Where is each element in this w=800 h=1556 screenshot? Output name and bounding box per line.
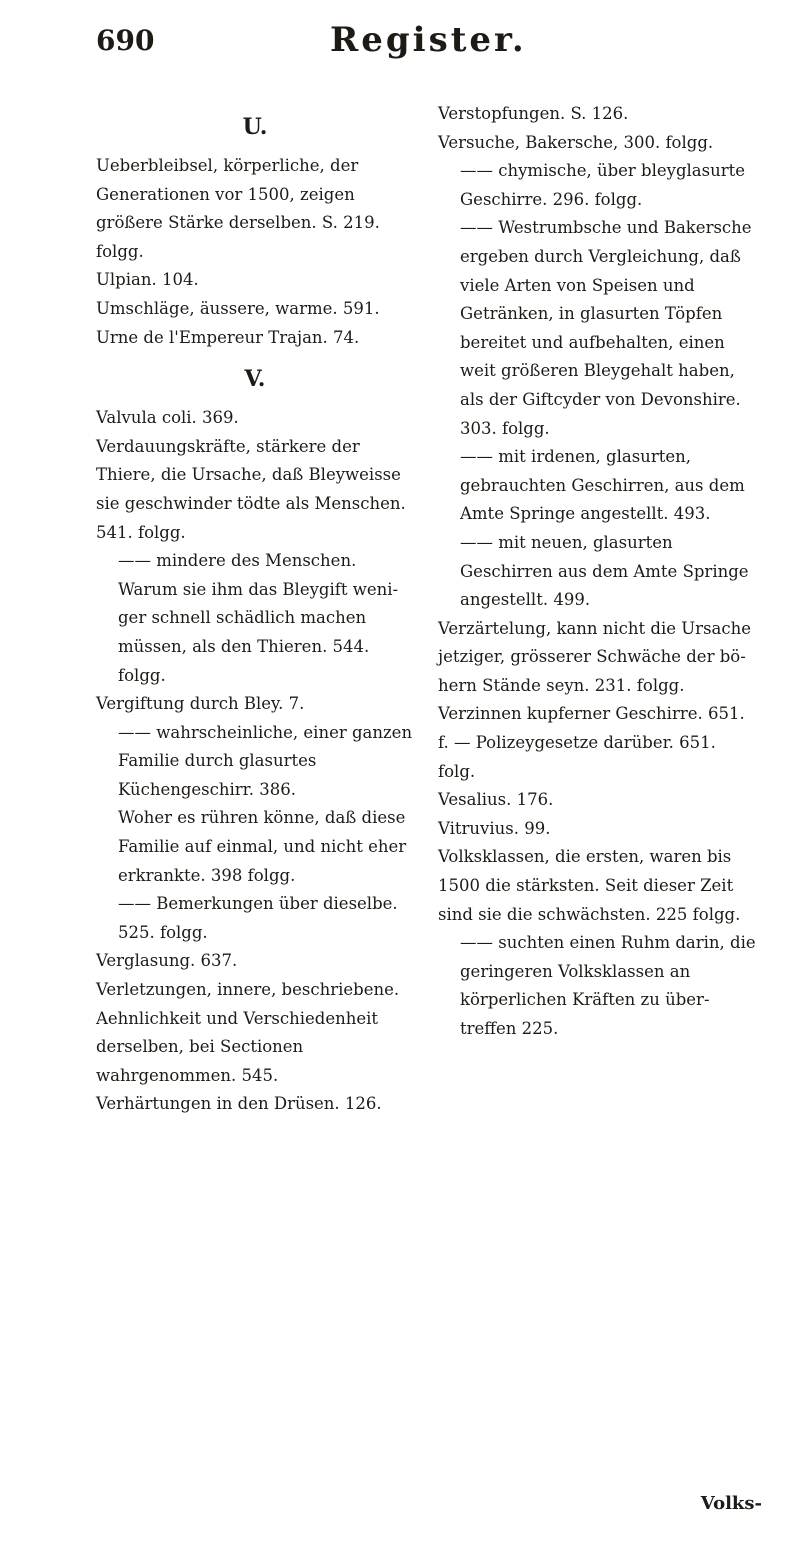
index-columns [96, 100, 756, 1480]
index-entry: —— Bemerkungen über dieselbe. 525. folgg. [118, 894, 398, 942]
index-entry: Ulpian. 104. [96, 270, 199, 290]
index-entry: Volksklassen, die ersten, waren bis 1500 die stärksten. Seit dieser Zeit sind sie die schwächsten. 225 folgg. [438, 847, 741, 924]
index-entry: —— suchten einen Ruhm darin, die geringeren Volksklassen an körperlichen Kräften zu übertreffen 225. [460, 933, 756, 1038]
index-entry: Vesalius. 176. [438, 790, 554, 810]
running-title: Register. [330, 20, 527, 60]
index-entry: —— wahrscheinliche, einer ganzen Familie durch glasurtes Küchengeschirr. 386. [118, 722, 413, 799]
right-column [438, 100, 756, 1480]
index-entry: Verdauungskräfte, stärkere der Thiere, die Ursache, daß Bleyweisse sie geschwinder tödte als Menschen. 541. folgg. [96, 436, 406, 542]
index-entry: —— mindere des Menschen. Warum sie ihm das Bleygift weniger schnell schädlich machen müssen, als den Thieren. 544. folgg. [118, 551, 399, 685]
index-entry: Verzinnen kupferner Geschirre. 651. f. — Polizeygesetze darüber. 651. folg. [438, 704, 745, 781]
page-header [0, 14, 800, 74]
index-entry: Vitruvius. 99. [438, 818, 551, 838]
index-entry: Verhärtungen in den Drüsen. 126. [96, 1094, 382, 1114]
index-entry: Vergiftung durch Bley. 7. [96, 694, 305, 714]
index-entry: Versuche, Bakersche, 300. folgg. [438, 132, 714, 152]
index-entry: Verstopfungen. S. 126. [438, 104, 629, 123]
index-entry: —— mit neuen, glasurten Geschirren aus dem Amte Springe angestellt. 499. [460, 532, 749, 610]
index-entry: —— chymische, über bleyglasurte Geschirre. 296. folgg. [460, 161, 746, 209]
index-entry: Verglasung. 637. [96, 951, 238, 971]
index-entry: —— mit irdenen, glasurten, gebrauchten Geschirren, aus dem Amte Springe angestellt. 493. [460, 447, 745, 524]
index-entry: Valvula coli. 369. [96, 408, 239, 428]
page-number: 690 [96, 24, 155, 57]
index-entry: Ueberbleibsel, körperliche, der Generationen vor 1500, zeigen größere Stärke derselben. S. 219. folgg. [96, 156, 380, 261]
index-entry: Umschläge, äussere, warme. 591. [96, 298, 380, 318]
index-entry: —— Westrumbsche und Bakersche ergeben durch Vergleichung, daß viele Arten von Speisen und Getränken, in glasurten Töpfen bereitet und aufbehalten, einen weit größeren Bleygehalt haben, als der Giftcyder von Devonshire. 303. folgg. [460, 218, 752, 438]
section-letter: U. [242, 114, 268, 140]
index-entry: Woher es rühren könne, daß diese Familie auf einmal, und nicht eher erkrankte. 398 folgg. [118, 808, 407, 885]
catchword: Volks- [700, 1493, 762, 1514]
index-entry: Verletzungen, innere, beschriebene. Aehnlichkeit und Verschiedenheit derselben, bei Sectionen wahrgenommen. 545. [96, 980, 400, 1085]
index-entry: Verzärtelung, kann nicht die Ursache jetziger, grösserer Schwäche der böhern Stände seyn. 231. folgg. [438, 618, 752, 695]
index-entry: Urne de l'Empereur Trajan. 74. [96, 327, 360, 347]
left-column [96, 100, 414, 1480]
section-letter: V. [244, 366, 266, 393]
